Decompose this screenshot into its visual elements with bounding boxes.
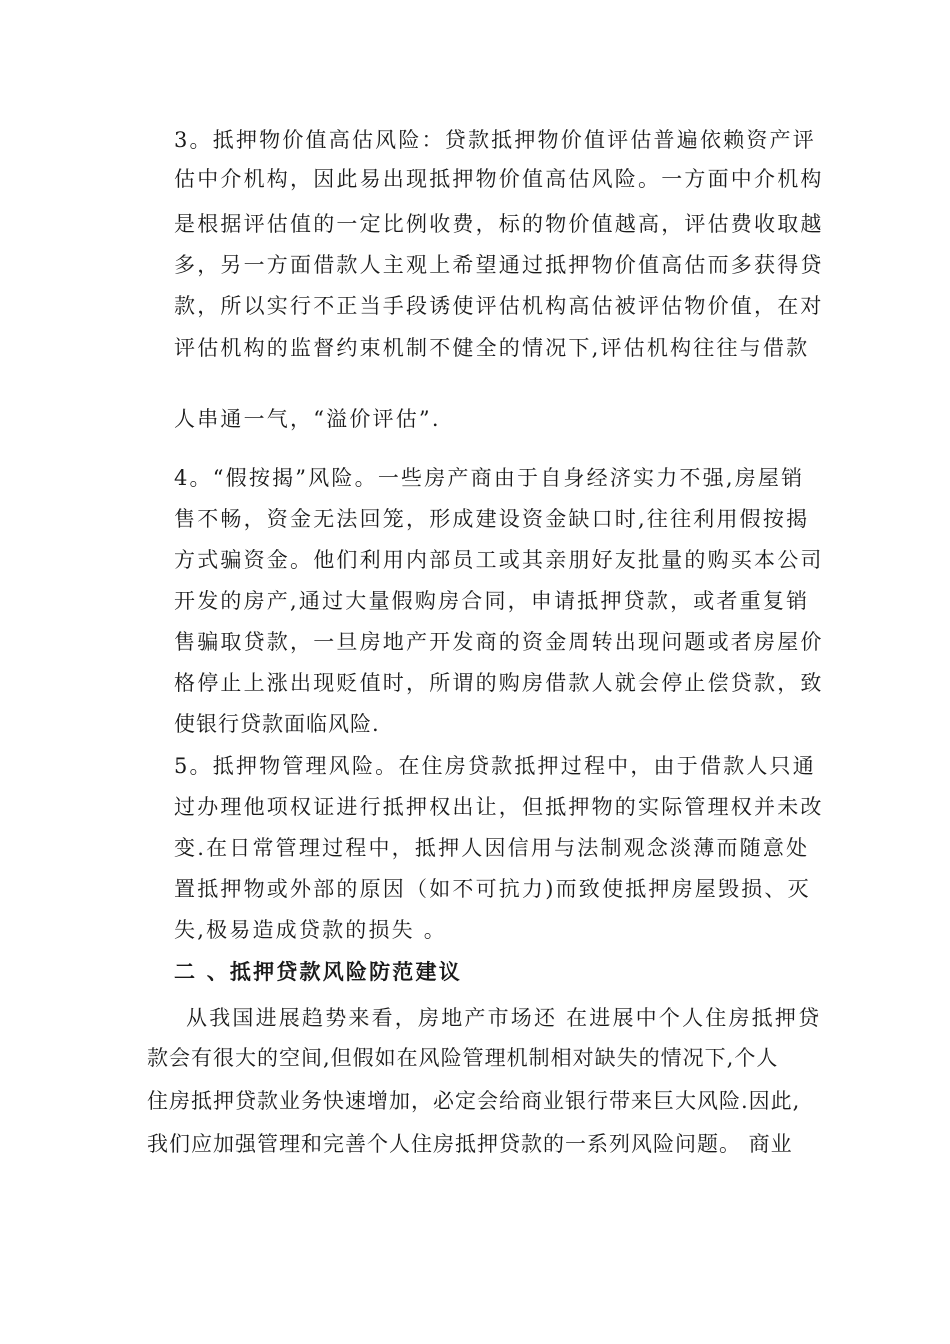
p5-line-4: 置抵押物或外部的原因（如不可抗力)而致使抵押房屋毁损、灭	[174, 877, 811, 901]
section-heading: 二 、抵押贷款风险防范建议	[174, 960, 462, 984]
p5-line-5: 失,极易造成贷款的损失 。	[174, 918, 447, 942]
p4-line-2: 售不畅，资金无法回笼，形成建设资金缺口时,往往利用假按揭	[174, 507, 810, 531]
p4-line-3: 方式骗资金。他们利用内部员工或其亲朋好友批量的购买本公司	[174, 548, 824, 572]
p4-line-1: 4。“假按揭”风险。一些房产商由于自身经济实力不强,房屋销	[174, 466, 805, 490]
p3-line-6: 评估机构的监督约束机制不健全的情况下,评估机构往往与借款	[174, 336, 810, 360]
p5-line-3: 变.在日常管理过程中，抵押人因信用与法制观念淡薄而随意处	[174, 836, 810, 860]
p4-line-6: 格停止上涨出现贬值时，所谓的购房借款人就会停止偿贷款，致	[174, 671, 824, 695]
p4-line-4: 开发的房产,通过大量假购房合同，申请抵押贷款，或者重复销	[174, 589, 810, 613]
p3-line-1: 3。抵押物价值高估风险：贷款抵押物价值评估普遍依赖资产评	[174, 128, 816, 152]
p5-line-2: 过办理他项权证进行抵押权出让，但抵押物的实际管理权并未改	[174, 795, 824, 819]
p4-line-7: 使银行贷款面临风险.	[174, 712, 380, 736]
p6-line-1: 从我国进展趋势来看，房地产市场还 在进展中个人住房抵押贷	[186, 1006, 822, 1030]
p3-line-2: 估中介机构，因此易出现抵押物价值高估风险。一方面中介机构	[174, 167, 824, 191]
p6-line-4: 我们应加强管理和完善个人住房抵押贷款的一系列风险问题。 商业	[147, 1132, 793, 1156]
p3-line-7: 人串通一气，“溢价评估”.	[174, 407, 441, 431]
p6-line-2: 款会有很大的空间,但假如在风险管理机制相对缺失的情况下,个人	[147, 1046, 779, 1070]
p3-line-4: 多，另一方面借款人主观上希望通过抵押物价值高估而多获得贷	[174, 253, 824, 277]
p5-line-1: 5。抵押物管理风险。在住房贷款抵押过程中，由于借款人只通	[174, 754, 816, 778]
p4-line-5: 售骗取贷款，一旦房地产开发商的资金周转出现问题或者房屋价	[174, 630, 824, 654]
p3-line-3: 是根据评估值的一定比例收费，标的物价值越高，评估费收取越	[174, 212, 824, 236]
p6-line-3: 住房抵押贷款业务快速增加，必定会给商业银行带来巨大风险.因此,	[147, 1089, 801, 1113]
p3-line-5: 款，所以实行不正当手段诱使评估机构高估被评估物价值，在对	[174, 294, 824, 318]
